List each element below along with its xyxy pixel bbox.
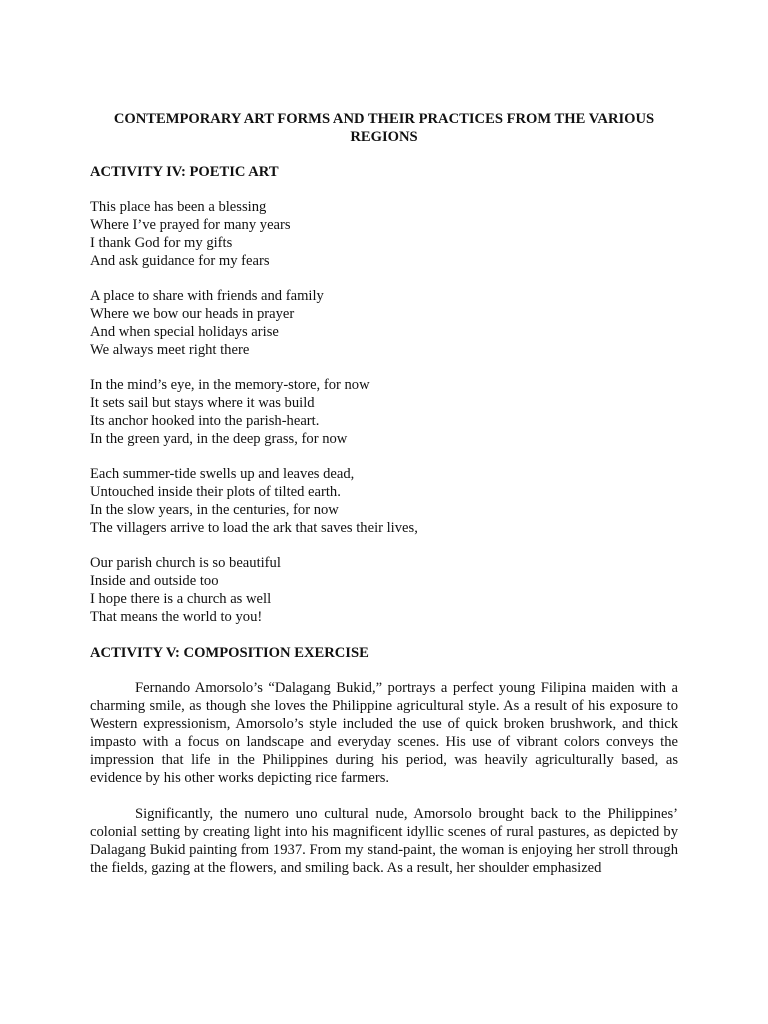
poem-line: I thank God for my gifts (90, 235, 233, 251)
poem-stanza (90, 198, 678, 270)
poem-line: We always meet right there (90, 342, 250, 358)
poem-line: Our parish church is so beautiful (90, 555, 281, 571)
poem-line: Where I’ve prayed for many years (90, 217, 291, 233)
poem-line: Untouched inside their plots of tilted earth. (90, 484, 341, 500)
poem-line: And when special holidays arise (90, 324, 279, 340)
document-page (90, 110, 678, 877)
poem-line: Each summer-tide swells up and leaves dead, (90, 466, 355, 482)
composition-paragraph: Fernando Amorsolo’s “Dalagang Bukid,” portrays a perfect young Filipina maiden with a charming smile, as though she loves the Philippine agricultural style. As a result of his exposure to Western expressionism, Amorsolo’s style included the use of quick broken brushwork, and thick impasto with a focus on landscape and everyday scenes. His use of vibrant colors conveys the impression that life in the Philippines during his period, was heavily agriculturally based, as evidence by his other works depicting rice farmers. (90, 680, 678, 786)
poem-line: Where we bow our heads in prayer (90, 306, 295, 322)
poem-line: In the green yard, in the deep grass, for now (90, 431, 348, 447)
poem-line: Its anchor hooked into the parish-heart. (90, 413, 320, 429)
poem-line: It sets sail but stays where it was build (90, 395, 315, 411)
poem-line: This place has been a blessing (90, 199, 267, 215)
poem-line: A place to share with friends and family (90, 288, 324, 304)
poem-stanza (90, 287, 678, 359)
poem-line: Inside and outside too (90, 573, 219, 589)
composition-paragraph: Significantly, the numero uno cultural nude, Amorsolo brought back to the Philippines’ colonial setting by creating light into his magnificent idyllic scenes of rural pastures, as depicted by Dalagang Bukid painting from 1937. From my stand-paint, the woman is enjoying her stroll through the fields, gazing at the flowers, and smiling back. As a result, her shoulder emphasized (90, 806, 678, 876)
poem-line: In the mind’s eye, in the memory-store, for now (90, 377, 370, 393)
poem-stanza (90, 376, 678, 448)
poem (90, 198, 678, 626)
poem-stanza (90, 554, 678, 626)
activity-v-heading: ACTIVITY V: COMPOSITION EXERCISE (90, 645, 369, 661)
poem-stanza (90, 465, 678, 537)
document-title: CONTEMPORARY ART FORMS AND THEIR PRACTICES FROM THE VARIOUS REGIONS (113, 111, 655, 145)
activity-iv-heading: ACTIVITY IV: POETIC ART (90, 164, 279, 180)
poem-line: I hope there is a church as well (90, 591, 272, 607)
poem-line: In the slow years, in the centuries, for now (90, 502, 339, 518)
poem-line: That means the world to you! (90, 609, 263, 625)
poem-line: And ask guidance for my fears (90, 253, 270, 269)
poem-line: The villagers arrive to load the ark that saves their lives, (90, 520, 418, 536)
